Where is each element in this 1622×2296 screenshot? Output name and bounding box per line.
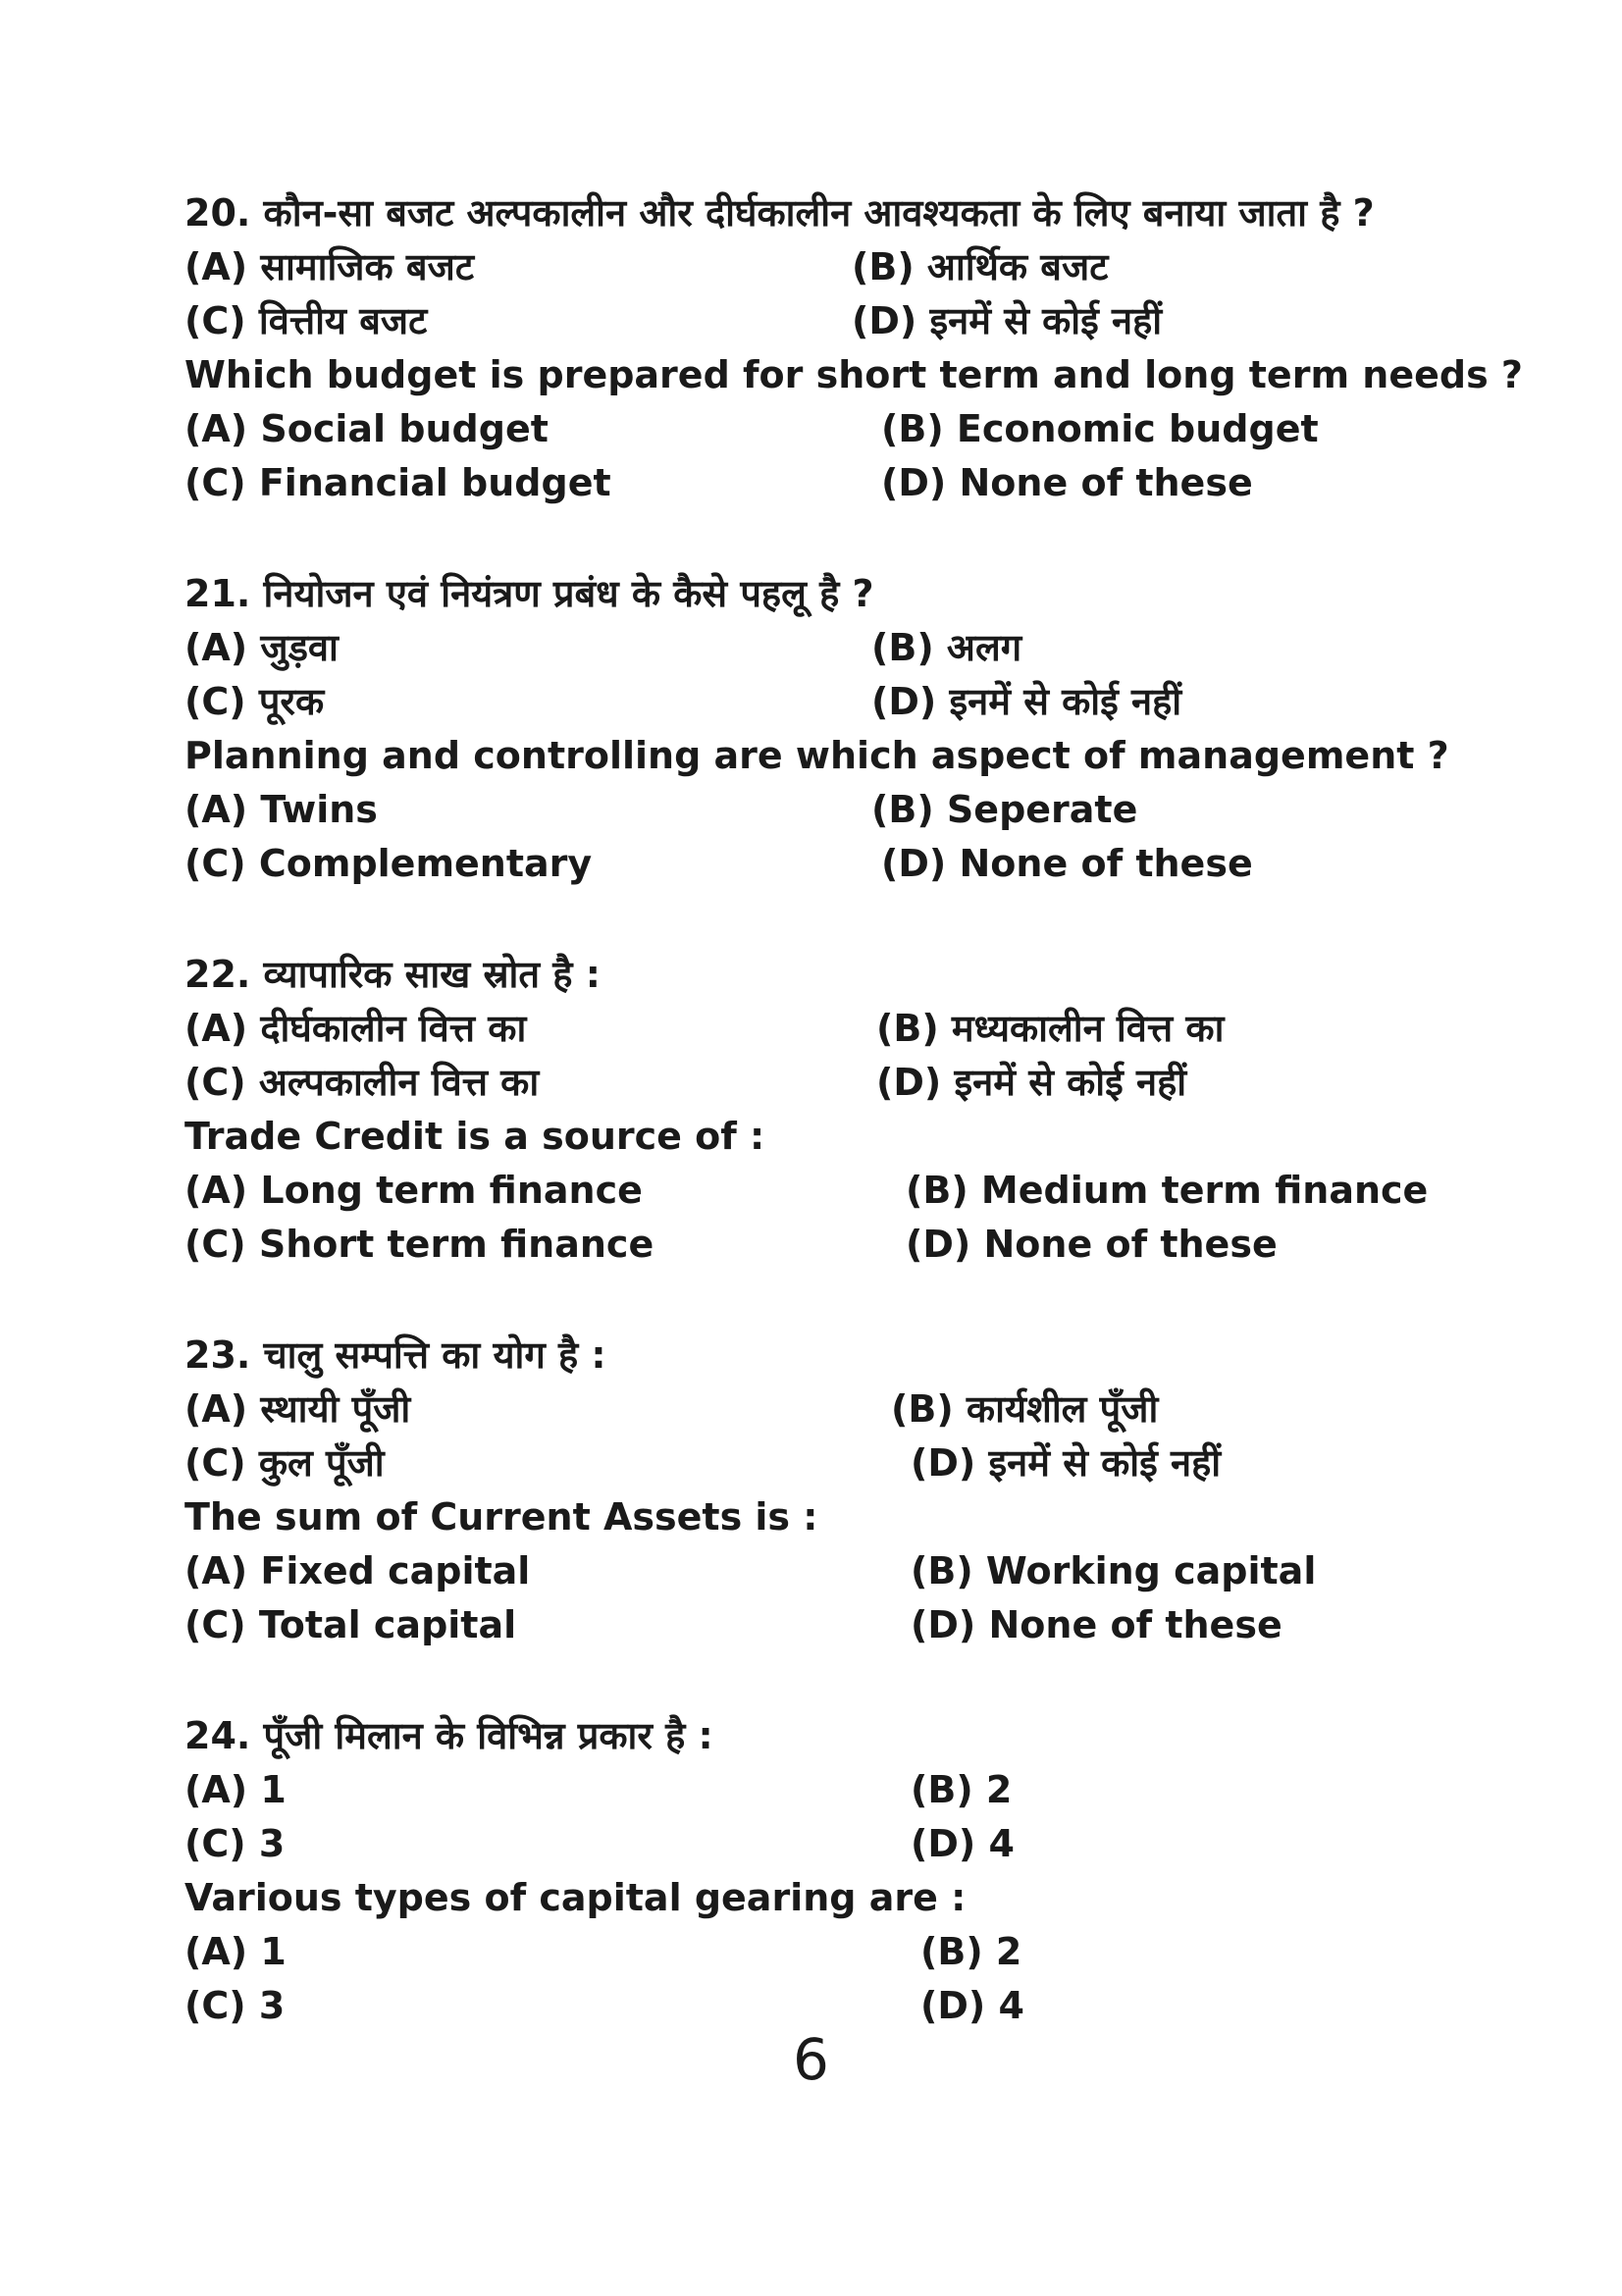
option-b-english: (B) 2 — [920, 1930, 1022, 1973]
option-c-english: (C) Complementary — [184, 842, 593, 885]
option-a-hindi: (A) जुड़वा — [184, 626, 339, 669]
option-c-english: (C) Financial budget — [184, 461, 611, 504]
question-english: Which budget is prepared for short term and long term needs ? — [184, 353, 1523, 396]
option-c-hindi: (C) अल्पकालीन वित्त का — [184, 1061, 540, 1104]
question-hindi: 20. कौन-सा बजट अल्पकालीन और दीर्घकालीन आवश्यकता के लिए बनाया जाता है ? — [184, 191, 1375, 235]
options-row-ab-english — [184, 783, 1499, 837]
options-row-ab-english — [184, 1544, 1499, 1598]
options-row-cd-english — [184, 456, 1499, 510]
options-row-cd-english — [184, 1979, 1499, 2033]
option-d-english: (D) None of these — [911, 1603, 1282, 1646]
option-d-hindi: (D) 4 — [911, 1822, 1015, 1865]
option-b-hindi: (B) अलग — [871, 626, 1022, 669]
question-english: The sum of Current Assets is : — [184, 1495, 818, 1539]
option-d-hindi: (D) इनमें से कोई नहीं — [852, 299, 1163, 342]
options-row-ab-hindi — [184, 1763, 1499, 1817]
options-row-cd-english — [184, 1218, 1499, 1272]
options-row-ab-english — [184, 1925, 1499, 1979]
option-a-hindi: (A) दीर्घकालीन वित्त का — [184, 1007, 527, 1050]
options-row-ab-hindi — [184, 1383, 1499, 1436]
question-hindi: 22. व्यापारिक साख स्रोत है : — [184, 953, 601, 996]
option-d-hindi: (D) इनमें से कोई नहीं — [871, 680, 1182, 723]
option-b-english: (B) Economic budget — [881, 407, 1319, 450]
question-english: Trade Credit is a source of : — [184, 1115, 765, 1158]
option-c-english: (C) Total capital — [184, 1603, 517, 1646]
option-d-english: (D) None of these — [906, 1223, 1278, 1266]
option-a-english: (A) 1 — [184, 1930, 287, 1973]
page-number: 6 — [793, 2026, 829, 2093]
options-row-cd-hindi — [184, 675, 1499, 729]
option-c-hindi: (C) 3 — [184, 1822, 286, 1865]
option-a-hindi: (A) स्थायी पूँजी — [184, 1387, 411, 1431]
question-hindi: 24. पूँजी मिलान के विभिन्न प्रकार है : — [184, 1714, 713, 1757]
option-c-english: (C) Short term finance — [184, 1223, 654, 1266]
option-b-hindi: (B) मध्यकालीन वित्त का — [876, 1007, 1225, 1050]
option-c-hindi: (C) पूरक — [184, 680, 325, 723]
options-row-cd-hindi — [184, 1436, 1499, 1490]
question-24 — [184, 1709, 1499, 2033]
option-b-english: (B) Medium term finance — [906, 1169, 1429, 1212]
option-b-english: (B) Seperate — [871, 788, 1138, 831]
question-21 — [184, 567, 1499, 891]
option-b-hindi: (B) कार्यशील पूँजी — [891, 1387, 1159, 1431]
option-d-english: (D) 4 — [920, 1984, 1024, 2027]
option-b-hindi: (B) 2 — [911, 1768, 1013, 1811]
question-23 — [184, 1329, 1499, 1652]
option-a-english: (A) Long term finance — [184, 1169, 643, 1212]
option-c-hindi: (C) कुल पूँजी — [184, 1441, 385, 1485]
question-22 — [184, 948, 1499, 1272]
option-c-hindi: (C) वित्तीय बजट — [184, 299, 428, 342]
options-row-ab-english — [184, 1164, 1499, 1218]
option-b-english: (B) Working capital — [911, 1549, 1317, 1592]
question-hindi: 21. नियोजन एवं नियंत्रण प्रबंध के कैसे पहलू है ? — [184, 572, 874, 615]
question-english: Various types of capital gearing are : — [184, 1876, 967, 1919]
option-b-hindi: (B) आर्थिक बजट — [852, 245, 1109, 288]
option-d-hindi: (D) इनमें से कोई नहीं — [876, 1061, 1187, 1104]
options-row-ab-hindi — [184, 621, 1499, 675]
option-a-english: (A) Twins — [184, 788, 378, 831]
option-a-english: (A) Fixed capital — [184, 1549, 531, 1592]
options-row-cd-hindi — [184, 294, 1499, 348]
option-d-english: (D) None of these — [881, 842, 1253, 885]
options-row-cd-english — [184, 1598, 1499, 1652]
option-d-english: (D) None of these — [881, 461, 1253, 504]
option-a-hindi: (A) सामाजिक बजट — [184, 245, 474, 288]
options-row-cd-english — [184, 837, 1499, 891]
options-row-ab-hindi — [184, 1002, 1499, 1056]
question-20 — [184, 186, 1523, 510]
option-a-english: (A) Social budget — [184, 407, 549, 450]
option-a-hindi: (A) 1 — [184, 1768, 287, 1811]
question-hindi: 23. चालु सम्पत्ति का योग है : — [184, 1333, 606, 1377]
option-c-english: (C) 3 — [184, 1984, 286, 2027]
options-row-cd-hindi — [184, 1056, 1499, 1110]
option-d-hindi: (D) इनमें से कोई नहीं — [911, 1441, 1222, 1485]
options-row-ab-english — [184, 402, 1499, 456]
options-row-cd-hindi — [184, 1817, 1499, 1871]
options-row-ab-hindi — [184, 240, 1499, 294]
question-english: Planning and controlling are which aspect of management ? — [184, 734, 1449, 777]
